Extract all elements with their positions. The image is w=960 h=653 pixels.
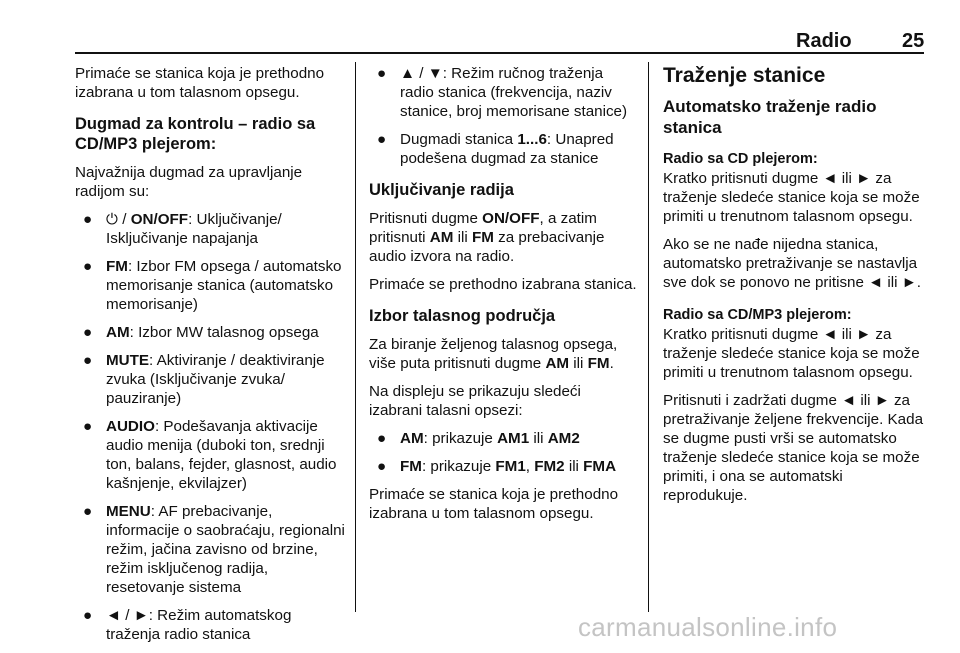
cd-mp3-paragraph-1: Kratko pritisnuti dugme ◄ ili ► za traženje sledeće stanice koja se može primiti u trenutnom talasnom opsegu.	[663, 326, 920, 381]
band-text-part: FM1	[495, 458, 526, 475]
controls-list	[75, 210, 347, 644]
control-description: : Izbor MW talasnog opsega	[129, 324, 319, 341]
control-description: : Uključivanje/ Isključivanje napajanja	[106, 211, 282, 247]
list-item	[75, 417, 347, 493]
band-select-paragraph: Za biranje željenog talasnog opsega, više puta pritisnuti dugme AM ili FM.	[369, 336, 618, 372]
bullet-icon: ●	[83, 607, 93, 624]
control-description: : Unapred podešena dugmad za stanice	[400, 131, 614, 167]
column-1	[75, 64, 347, 653]
control-description: : Podešavanja aktivacije audio menija (duboki ton, srednji ton, balans, fejder, glasnost, audio kašnjenje, ekvilajzer)	[106, 418, 337, 492]
list-item	[369, 130, 637, 168]
watermark: carmanualsonline.info	[578, 612, 838, 642]
radio-on-paragraph: Pritisnuti dugme ON/OFF, a zatim pritisnuti AM ili FM za prebacivanje audio izvora na radio.	[369, 210, 605, 265]
band-item	[369, 457, 637, 476]
auto-search-subtitle: Automatsko traženje radio stanica	[663, 97, 877, 137]
control-symbol: ◄ / ►	[106, 607, 149, 624]
controls-list-continued	[369, 64, 637, 168]
station-search-title: Traženje stanice	[663, 64, 826, 87]
controls-heading: Dugmad za kontrolu – radio sa CD/MP3 plejerom:	[75, 115, 316, 153]
cd-radio-subheading: Radio sa CD plejerom:	[663, 151, 818, 167]
control-description: : Režim automatskog traženja radio stanica	[106, 607, 292, 643]
control-symbol: ▲ / ▼	[400, 65, 443, 82]
band-text-part: : prikazuje	[423, 430, 498, 447]
control-description: : AF prebacivanje, informacije o saobraćaju, regionalni režim, jačina zavisno od brzine, režim isključenog radija, resetovanje sistema	[106, 503, 345, 596]
section-title: Radio	[796, 30, 852, 52]
band-text-part: FMA	[583, 458, 617, 475]
bullet-icon: ●	[83, 352, 93, 369]
bullet-icon: ●	[377, 458, 387, 475]
band-text-part: ,	[525, 458, 535, 475]
control-key: MENU	[106, 503, 151, 520]
cd-mp3-radio-subheading: Radio sa CD/MP3 plejerom:	[663, 307, 852, 323]
bullet-icon: ●	[377, 430, 387, 447]
bullet-icon: ●	[83, 211, 93, 228]
list-item	[75, 323, 347, 342]
band-text-part: AM2	[547, 430, 580, 447]
column-3	[663, 64, 925, 514]
cd-mp3-paragraph-2: Pritisnuti i zadržati dugme ◄ ili ► za pretraživanje željene frekvencije. Kada se dugme pusti vrši se automatsko traženje sledeće stanice koja se može primiti, i ona se automatski reprodukuje.	[663, 392, 924, 504]
bullet-icon: ●	[377, 65, 387, 82]
bullet-icon: ●	[83, 503, 93, 520]
band-text-part: : prikazuje	[421, 458, 496, 475]
control-key: 1...6	[517, 131, 547, 148]
bullet-icon: ●	[83, 258, 93, 275]
band-text-part: FM	[400, 458, 422, 475]
intro-paragraph: Primaće se stanica koja je prethodno izabrana u tom talasnom opsegu.	[75, 65, 325, 101]
control-key: AM	[106, 324, 130, 341]
bands-list	[369, 429, 637, 476]
band-text-part: FM2	[534, 458, 565, 475]
list-item	[75, 606, 347, 644]
list-item	[369, 64, 637, 121]
band-item	[369, 429, 637, 448]
control-symbol: ⏻ /	[106, 211, 131, 228]
column-2	[369, 64, 637, 532]
band-text-part: ili	[564, 458, 584, 475]
cd-radio-paragraph-2: Ako se ne nađe nijedna stanica, automatsko pretraživanje se nastavlja sve dok se ponovo ne pritisne ◄ ili ►.	[663, 236, 922, 291]
list-item	[75, 351, 347, 408]
previous-station-paragraph: Primaće se prethodno izabrana stanica.	[369, 276, 637, 293]
list-item	[75, 210, 347, 248]
column-divider-1	[355, 62, 356, 612]
column-divider-2	[648, 62, 649, 612]
control-key: AUDIO	[106, 418, 155, 435]
bullet-icon: ●	[377, 131, 387, 148]
control-description: : Izbor FM opsega / automatsko memorisanje stanica (automatsko memorisanje)	[106, 258, 342, 313]
control-description: : Režim ručnog traženja radio stanica (frekvencija, naziv stanice, broj memorisane stanice)	[400, 65, 628, 120]
control-key: ON/OFF	[130, 211, 189, 228]
list-item	[75, 257, 347, 314]
bullet-icon: ●	[83, 418, 93, 435]
header-divider	[75, 52, 924, 54]
band-text-part: AM1	[497, 430, 530, 447]
display-bands-paragraph: Na displeju se prikazuju sledeći izabrani talasni opsezi:	[369, 383, 581, 419]
control-key: FM	[106, 258, 128, 275]
cd-radio-paragraph-1: Kratko pritisnuti dugme ◄ ili ► za traženje sledeće stanice koja se može primiti u trenutnom talasnom opsegu.	[663, 170, 920, 225]
controls-lead: Najvažnija dugmad za upravljanje radijom su:	[75, 164, 303, 200]
radio-on-heading: Uključivanje radija	[369, 181, 514, 199]
band-text-part: ili	[529, 430, 548, 447]
control-symbol: Dugmadi stanica	[400, 131, 518, 148]
list-item	[75, 502, 347, 597]
page-number: 25	[902, 30, 925, 52]
band-select-heading: Izbor talasnog područja	[369, 307, 556, 325]
band-end-paragraph: Primaće se stanica koja je prethodno izabrana u tom talasnom opsegu.	[369, 486, 619, 522]
bullet-icon: ●	[83, 324, 93, 341]
control-key: MUTE	[106, 352, 150, 369]
band-text-part: AM	[400, 430, 424, 447]
control-description: : Aktiviranje / deaktiviranje zvuka (Isključivanje zvuka/ pauziranje)	[106, 352, 325, 407]
